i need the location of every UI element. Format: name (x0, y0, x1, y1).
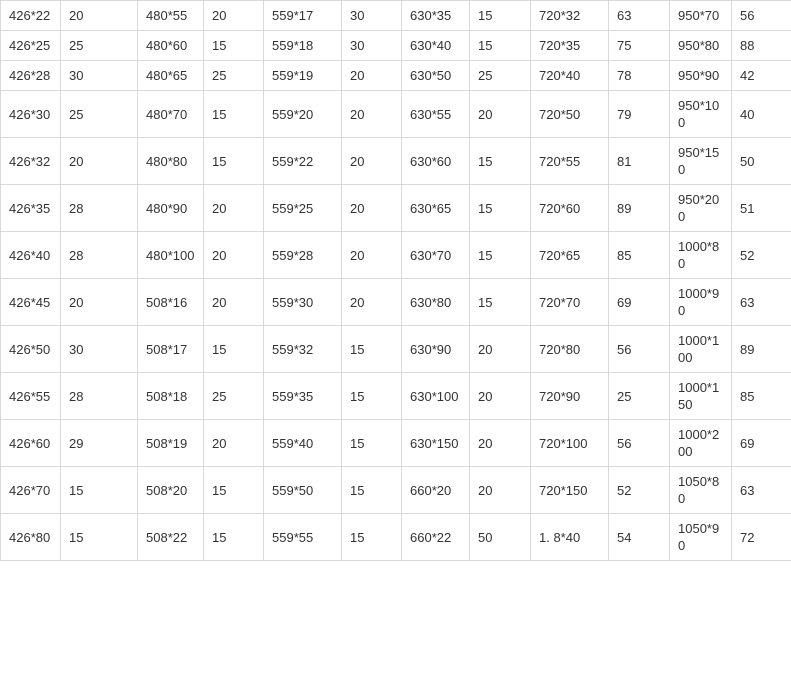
table-cell: 630*100 (402, 373, 470, 420)
table-cell: 28 (61, 373, 138, 420)
table-cell: 426*28 (1, 61, 61, 91)
table-cell: 630*50 (402, 61, 470, 91)
table-cell: 480*70 (138, 91, 204, 138)
table-cell: 63 (732, 467, 791, 514)
table-cell: 25 (61, 91, 138, 138)
table-cell: 20 (470, 420, 531, 467)
table-cell: 559*20 (264, 91, 342, 138)
table-cell: 480*100 (138, 232, 204, 279)
table-cell: 630*90 (402, 326, 470, 373)
table-row (1, 326, 791, 373)
table-row (1, 61, 791, 91)
table-row (1, 138, 791, 185)
table-cell: 1000*200 (670, 420, 732, 467)
table-cell: 630*65 (402, 185, 470, 232)
table-cell: 720*65 (531, 232, 609, 279)
table-cell: 720*80 (531, 326, 609, 373)
table-cell: 20 (470, 467, 531, 514)
table-cell: 559*40 (264, 420, 342, 467)
table-cell: 1000*100 (670, 326, 732, 373)
table-cell: 54 (609, 514, 670, 561)
table-cell: 50 (470, 514, 531, 561)
table-cell: 28 (61, 185, 138, 232)
table-cell: 720*100 (531, 420, 609, 467)
table-cell: 15 (204, 138, 264, 185)
table-cell: 508*17 (138, 326, 204, 373)
table-cell: 88 (732, 31, 791, 61)
table-cell: 720*150 (531, 467, 609, 514)
table-cell: 69 (609, 279, 670, 326)
table-cell: 15 (61, 467, 138, 514)
table-cell: 660*20 (402, 467, 470, 514)
table-row (1, 232, 791, 279)
table-cell: 630*55 (402, 91, 470, 138)
table-cell: 508*18 (138, 373, 204, 420)
table-cell: 20 (342, 61, 402, 91)
table-cell: 480*90 (138, 185, 204, 232)
table-cell: 559*32 (264, 326, 342, 373)
table-cell: 660*22 (402, 514, 470, 561)
table-cell: 426*32 (1, 138, 61, 185)
table-cell: 426*55 (1, 373, 61, 420)
table-cell: 1050*90 (670, 514, 732, 561)
table-cell: 426*80 (1, 514, 61, 561)
table-cell: 15 (470, 279, 531, 326)
table-cell: 25 (204, 61, 264, 91)
table-cell: 69 (732, 420, 791, 467)
table-cell: 950*150 (670, 138, 732, 185)
table-cell: 950*90 (670, 61, 732, 91)
table-cell: 25 (470, 61, 531, 91)
table-cell: 42 (732, 61, 791, 91)
table-cell: 81 (609, 138, 670, 185)
table-cell: 1000*90 (670, 279, 732, 326)
table-cell: 559*22 (264, 138, 342, 185)
table-cell: 508*16 (138, 279, 204, 326)
table-cell: 85 (609, 232, 670, 279)
table-cell: 720*40 (531, 61, 609, 91)
table-cell: 950*200 (670, 185, 732, 232)
table-cell: 15 (470, 1, 531, 31)
table-cell: 630*40 (402, 31, 470, 61)
table-cell: 20 (342, 279, 402, 326)
table-cell: 15 (204, 514, 264, 561)
table-cell: 20 (204, 1, 264, 31)
table-cell: 480*60 (138, 31, 204, 61)
table-cell: 508*22 (138, 514, 204, 561)
table-cell: 20 (470, 373, 531, 420)
table-cell: 25 (61, 31, 138, 61)
table-cell: 559*17 (264, 1, 342, 31)
table-cell: 559*35 (264, 373, 342, 420)
table-row (1, 31, 791, 61)
table-cell: 78 (609, 61, 670, 91)
table-cell: 20 (342, 232, 402, 279)
table-cell: 30 (61, 326, 138, 373)
table-cell: 559*55 (264, 514, 342, 561)
table-cell: 15 (342, 514, 402, 561)
table-cell: 15 (204, 326, 264, 373)
table-cell: 720*35 (531, 31, 609, 61)
table-cell: 20 (204, 420, 264, 467)
table-cell: 63 (732, 279, 791, 326)
table-row (1, 279, 791, 326)
table-cell: 15 (342, 420, 402, 467)
table-cell: 20 (470, 326, 531, 373)
table-cell: 15 (342, 373, 402, 420)
table-cell: 56 (609, 420, 670, 467)
table-cell: 89 (732, 326, 791, 373)
table-cell: 426*60 (1, 420, 61, 467)
table-cell: 630*60 (402, 138, 470, 185)
table-cell: 15 (342, 467, 402, 514)
table-cell: 25 (204, 373, 264, 420)
table-cell: 56 (732, 1, 791, 31)
table-cell: 40 (732, 91, 791, 138)
table-cell: 30 (61, 61, 138, 91)
table-cell: 20 (61, 138, 138, 185)
table-cell: 426*70 (1, 467, 61, 514)
table-cell: 559*28 (264, 232, 342, 279)
table-cell: 426*45 (1, 279, 61, 326)
table-cell: 20 (61, 279, 138, 326)
table-cell: 630*150 (402, 420, 470, 467)
table-cell: 72 (732, 514, 791, 561)
table-cell: 20 (204, 232, 264, 279)
table-row (1, 1, 791, 31)
table-cell: 20 (342, 185, 402, 232)
table-cell: 559*50 (264, 467, 342, 514)
table-cell: 15 (204, 31, 264, 61)
table-cell: 29 (61, 420, 138, 467)
table-cell: 480*65 (138, 61, 204, 91)
table-cell: 950*70 (670, 1, 732, 31)
table-row (1, 514, 791, 561)
table-row (1, 467, 791, 514)
table-cell: 950*100 (670, 91, 732, 138)
table-cell: 25 (609, 373, 670, 420)
table-cell: 720*55 (531, 138, 609, 185)
table-cell: 1000*150 (670, 373, 732, 420)
table-cell: 20 (204, 279, 264, 326)
table-row (1, 185, 791, 232)
table-cell: 20 (342, 138, 402, 185)
table-cell: 720*50 (531, 91, 609, 138)
table-cell: 63 (609, 1, 670, 31)
table-cell: 426*22 (1, 1, 61, 31)
table-cell: 630*80 (402, 279, 470, 326)
table-cell: 30 (342, 31, 402, 61)
table-cell: 89 (609, 185, 670, 232)
table-cell: 559*18 (264, 31, 342, 61)
table-cell: 20 (342, 91, 402, 138)
table-cell: 50 (732, 138, 791, 185)
table-cell: 720*70 (531, 279, 609, 326)
table-cell: 720*90 (531, 373, 609, 420)
table-cell: 559*25 (264, 185, 342, 232)
table-cell: 15 (470, 185, 531, 232)
table-cell: 51 (732, 185, 791, 232)
table-cell: 1. 8*40 (531, 514, 609, 561)
table-cell: 15 (61, 514, 138, 561)
table-cell: 1050*80 (670, 467, 732, 514)
table-cell: 79 (609, 91, 670, 138)
table-row (1, 420, 791, 467)
table-cell: 15 (470, 138, 531, 185)
table-cell: 52 (732, 232, 791, 279)
table-cell: 426*25 (1, 31, 61, 61)
table-cell: 20 (61, 1, 138, 31)
table-cell: 15 (470, 232, 531, 279)
table-cell: 559*30 (264, 279, 342, 326)
table-cell: 15 (470, 31, 531, 61)
table-cell: 630*35 (402, 1, 470, 31)
table-cell: 508*20 (138, 467, 204, 514)
table-cell: 75 (609, 31, 670, 61)
table-cell: 20 (204, 185, 264, 232)
table-cell: 30 (342, 1, 402, 31)
table-row (1, 373, 791, 420)
table-cell: 480*55 (138, 1, 204, 31)
table-cell: 480*80 (138, 138, 204, 185)
table-cell: 15 (204, 91, 264, 138)
table-body (1, 1, 791, 561)
table-cell: 15 (342, 326, 402, 373)
table-cell: 720*32 (531, 1, 609, 31)
table-cell: 426*40 (1, 232, 61, 279)
table-cell: 559*19 (264, 61, 342, 91)
table-cell: 85 (732, 373, 791, 420)
table-cell: 20 (470, 91, 531, 138)
table-row (1, 91, 791, 138)
table-cell: 28 (61, 232, 138, 279)
table-cell: 52 (609, 467, 670, 514)
table-cell: 426*30 (1, 91, 61, 138)
table-cell: 630*70 (402, 232, 470, 279)
table-cell: 15 (204, 467, 264, 514)
table-cell: 426*50 (1, 326, 61, 373)
table-cell: 950*80 (670, 31, 732, 61)
table-cell: 1000*80 (670, 232, 732, 279)
table-cell: 426*35 (1, 185, 61, 232)
table-cell: 56 (609, 326, 670, 373)
table-cell: 508*19 (138, 420, 204, 467)
table-cell: 720*60 (531, 185, 609, 232)
